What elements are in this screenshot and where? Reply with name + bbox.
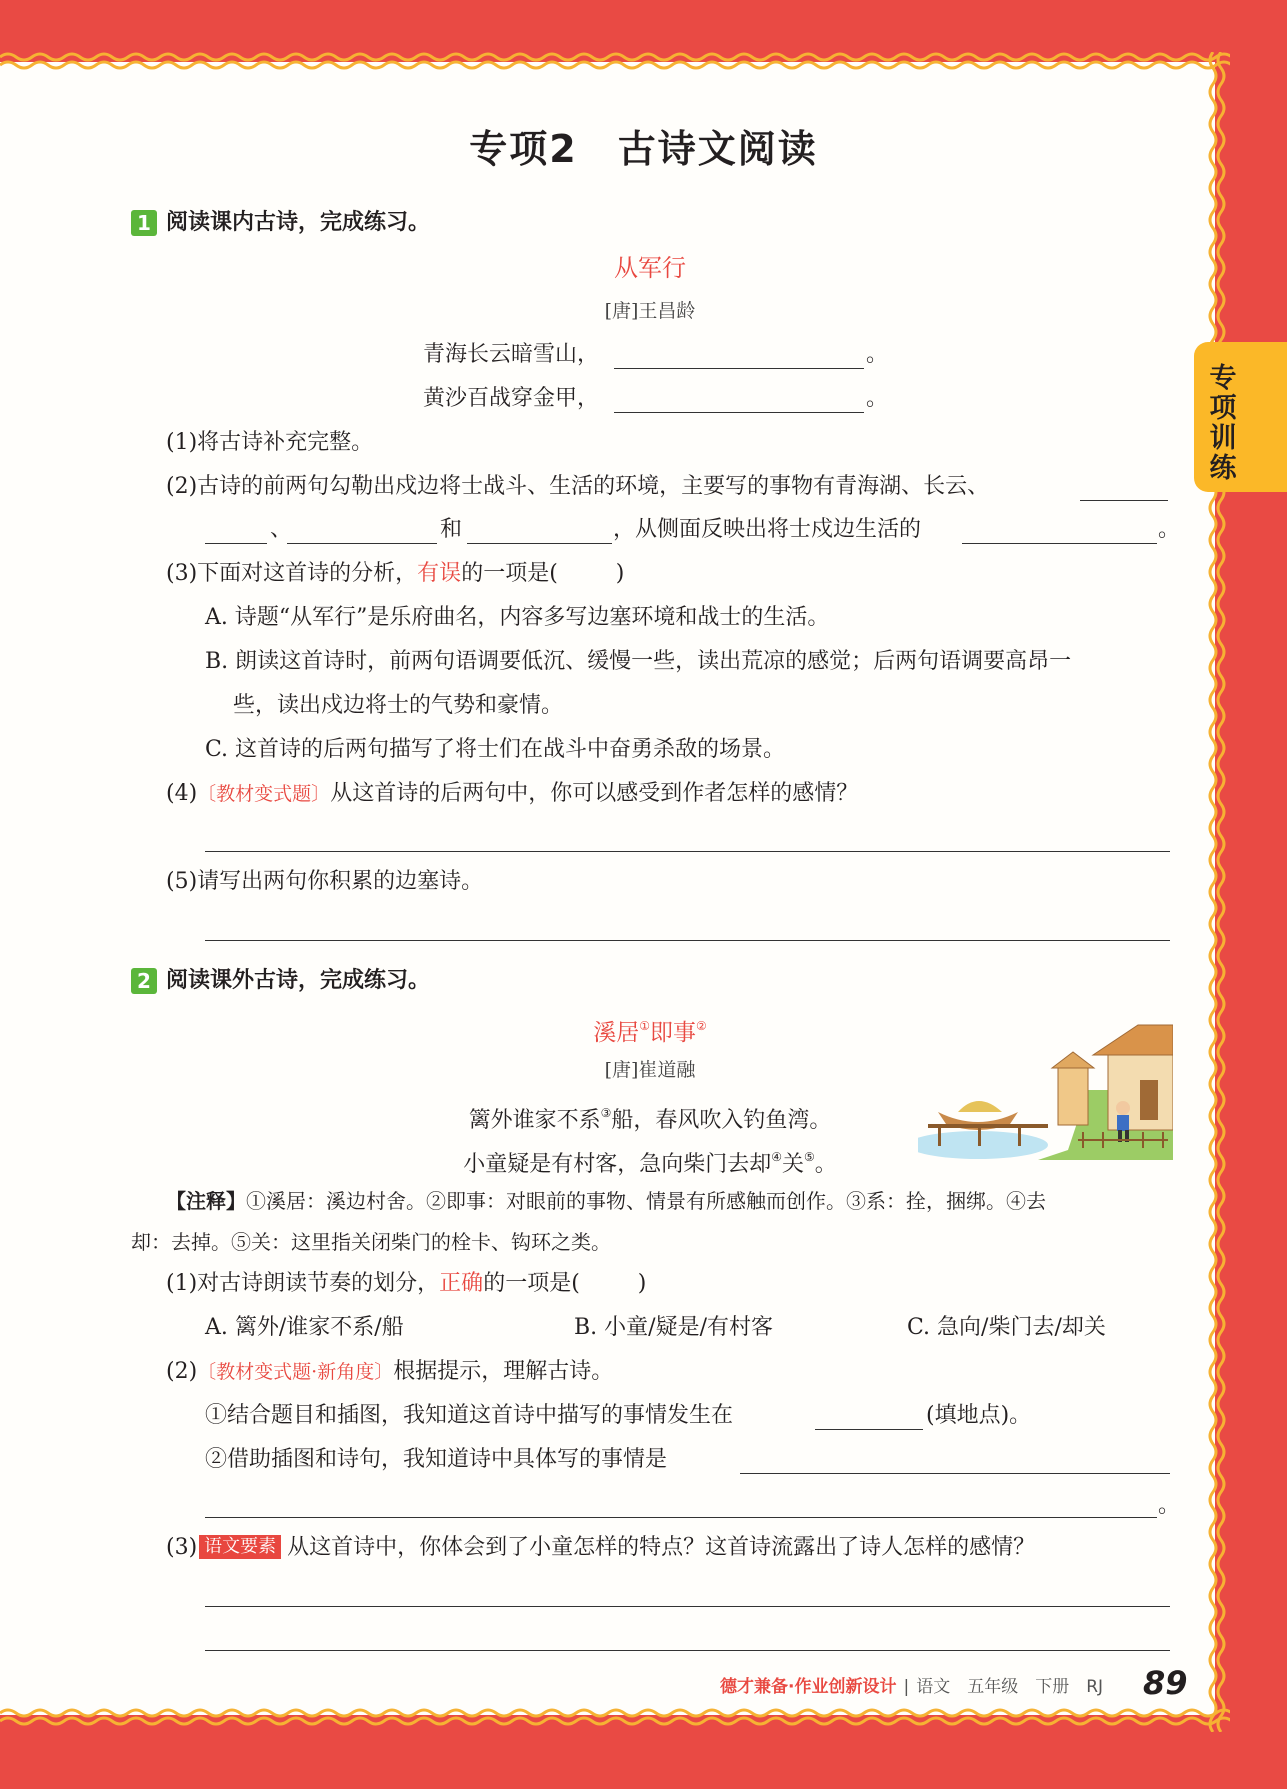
notes-line-1 (166, 1187, 1046, 1215)
q1-sub-4-answer-line[interactable] (205, 851, 1170, 852)
q1-option-b-line-2: 些，读出戍边将士的气势和豪情。 (233, 693, 564, 718)
q2-sub-1-paren-close: ) (637, 1271, 647, 1296)
poem-1-period-2: 。 (866, 386, 889, 411)
q2-sub-2-item-2-blank-2[interactable] (205, 1517, 1157, 1518)
poem-2-line-2-b: 关 (781, 1152, 804, 1177)
poem-1-period-1: 。 (866, 342, 889, 367)
q2-sub-1-keyword: 正确 (439, 1271, 484, 1296)
footer-brand: 德才兼备·作业创新设计 (720, 1677, 897, 1697)
poem-1-line-2: 黄沙百战穿金甲， (423, 386, 600, 411)
q2-sub-2-item-1-hint: (填地点)。 (926, 1403, 1032, 1428)
q1-sub-3-paren-close: ) (615, 561, 625, 586)
poem-2-note-mark-2: ② (696, 1019, 707, 1033)
q2-sub-2-num: (2) (166, 1359, 198, 1384)
q2-sub-3-num: (3) (166, 1535, 198, 1560)
q1-sub-3-text: (3)下面对这首诗的分析， (166, 561, 418, 586)
q1-sub-2-text-b: ，从侧面反映出将士戍边生活的 (613, 517, 922, 542)
poem-2-author: [唐]崔道融 (604, 1059, 696, 1081)
q2-option-a: A. 篱外/谁家不系/船 (205, 1315, 404, 1340)
footer-book-info: 语文 五年级 下册 RJ (916, 1677, 1104, 1697)
question-1-heading: 阅读课内古诗，完成练习。 (166, 210, 431, 235)
q1-option-c: C. 这首诗的后两句描写了将士们在战斗中奋勇杀敌的场景。 (205, 737, 786, 762)
q1-sub-4-text: 从这首诗的后两句中，你可以感受到作者怎样的感情？ (330, 781, 859, 806)
q2-sub-2-item-2: ②借助插图和诗句，我知道诗中具体写的事情是 (205, 1447, 668, 1472)
poem-1-blank-1[interactable] (614, 368, 864, 369)
poem-1-blank-2[interactable] (614, 412, 864, 413)
q2-sub-3 (166, 1534, 1035, 1562)
poem-2-line-2-a: 小童疑是有村客，急向柴门去却 (463, 1152, 772, 1177)
q2-sub-3-text: 从这首诗中，你体会到了小童怎样的特点？这首诗流露出了诗人怎样的感情？ (287, 1535, 1036, 1560)
notes-line-2: 却：去掉。⑤关：这里指关闭柴门的栓卡、钩环之类。 (131, 1230, 611, 1254)
q1-sub-2-dun: 、 (270, 517, 293, 542)
top-wave-border (0, 50, 1230, 72)
poem-1-line-1: 青海长云暗雪山， (423, 342, 600, 367)
poem-2-title-b: 即事 (650, 1020, 696, 1046)
page-title: 专项2 古诗文阅读 (469, 127, 818, 171)
q1-sub-4 (166, 780, 858, 808)
q1-sub-2-period: 。 (1158, 517, 1181, 542)
poem-2-line-1-b: 船，春风吹入钓鱼湾。 (611, 1108, 832, 1133)
q1-sub-5: (5)请写出两句你积累的边塞诗。 (166, 869, 484, 894)
q2-sub-2-text: 根据提示，理解古诗。 (393, 1359, 614, 1384)
q2-sub-2-item-2-blank-1[interactable] (740, 1473, 1170, 1474)
q2-sub-1 (166, 1270, 646, 1298)
q1-option-a: A. 诗题“从军行”是乐府曲名，内容多写边塞环境和战士的生活。 (205, 605, 830, 630)
poem-1-author: [唐]王昌龄 (604, 300, 696, 322)
q2-sub-3-answer-line-2[interactable] (205, 1650, 1170, 1651)
q2-sub-1-paren-open: 的一项是( (483, 1271, 580, 1296)
q1-sub-3-keyword: 有误 (417, 561, 462, 586)
q2-sub-3-answer-line-1[interactable] (205, 1606, 1170, 1607)
q1-sub-5-answer-line[interactable] (205, 940, 1170, 941)
question-2-heading: 阅读课外古诗，完成练习。 (166, 968, 431, 993)
poem-2-title-a: 溪居 (593, 1020, 640, 1046)
poem-2-line-2-c: 。 (814, 1152, 837, 1177)
q1-sub-3 (166, 560, 624, 588)
poem-2-line-1-a: 篱外谁家不系 (468, 1108, 601, 1133)
poem-illustration (918, 1020, 1173, 1160)
q2-sub-2-item-1: ①结合题目和插图，我知道这首诗中描写的事情发生在 (205, 1403, 734, 1428)
footer-separator: | (903, 1677, 910, 1697)
page-number: 89 (1143, 1664, 1188, 1702)
q1-sub-2-and: 和 (440, 517, 463, 542)
q1-sub-2-blank-1[interactable] (1080, 500, 1168, 501)
notes-text-1: ①溪居：溪边村舍。②即事：对眼前的事物、情景有所感触而创作。③系：拴，捆绑。④去 (246, 1189, 1046, 1213)
q1-sub-3-paren-open: 的一项是( (461, 561, 558, 586)
q1-sub-1: (1)将古诗补充完整。 (166, 430, 374, 455)
poem-2-note-mark-1: ① (639, 1019, 650, 1033)
q1-sub-4-num: (4) (166, 781, 198, 806)
poem-2-note-mark-3: ③ (600, 1106, 612, 1120)
poem-2-note-mark-5: ⑤ (804, 1150, 815, 1164)
q1-sub-2-blank-4[interactable] (467, 543, 612, 544)
question-2-number: 2 (131, 968, 157, 994)
q2-sub-2-period: 。 (1158, 1493, 1181, 1518)
q1-sub-4-tag: 〔教材变式题〕 (197, 783, 331, 805)
q2-sub-2-tag: 〔教材变式题·新角度〕 (197, 1361, 394, 1383)
q1-sub-2-blank-5[interactable] (962, 543, 1157, 544)
q1-sub-2-blank-3[interactable] (287, 543, 437, 544)
language-element-badge: 语文要素 (199, 1535, 281, 1559)
footer (720, 1672, 1103, 1701)
q1-sub-2-text: (2)古诗的前两句勾勒出戍边将士战斗、生活的环境，主要写的事物有青海湖、长云、 (166, 474, 990, 499)
q2-sub-1-text: (1)对古诗朗读节奏的划分， (166, 1271, 440, 1296)
q2-option-b: B. 小童/疑是/有村客 (574, 1315, 773, 1340)
q2-sub-2 (166, 1358, 613, 1386)
question-1-number: 1 (131, 210, 157, 236)
q1-sub-2-blank-2[interactable] (205, 543, 267, 544)
q1-option-b-line-1: B. 朗读这首诗时，前两句语调要低沉、缓慢一些，读出荒凉的感觉；后两句语调要高昂一 (205, 649, 1072, 674)
side-tab-label: 专项训练 (1209, 363, 1237, 484)
q2-option-c: C. 急向/柴门去/却关 (907, 1315, 1106, 1340)
bottom-wave-border (0, 1706, 1230, 1728)
poem-2-note-mark-4: ④ (771, 1150, 782, 1164)
q2-sub-2-item-1-blank[interactable] (815, 1429, 923, 1430)
notes-label: 【注释】 (166, 1189, 246, 1213)
poem-1-title: 从军行 (614, 254, 686, 282)
